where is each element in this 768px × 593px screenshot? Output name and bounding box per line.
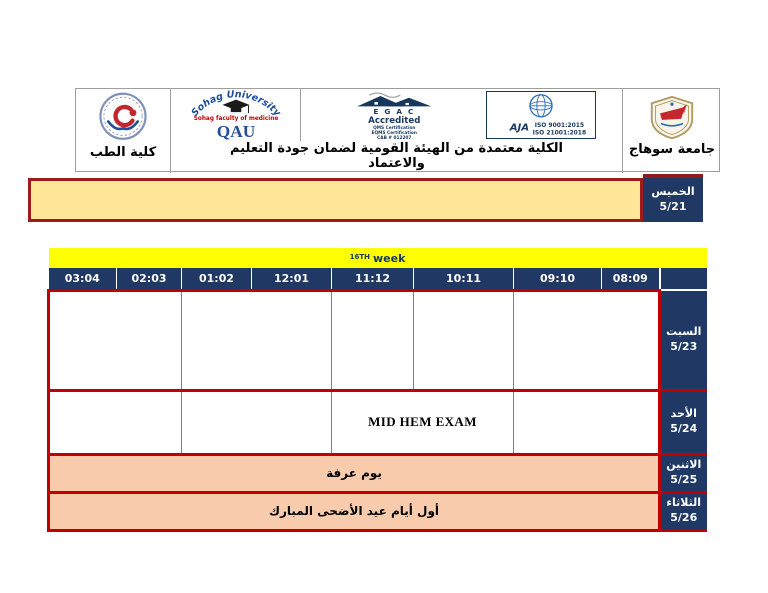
thursday-empty-cell xyxy=(28,178,643,222)
day-column-header xyxy=(660,268,707,290)
faculty-name-label: كلية الطب xyxy=(89,145,157,160)
day-date: 5/26 xyxy=(670,511,698,524)
schedule-cell xyxy=(49,390,182,454)
day-name: السبت xyxy=(666,324,702,338)
thursday-banner xyxy=(28,174,703,222)
time-col-2: 02:03 xyxy=(117,268,182,290)
week-header-row xyxy=(49,248,707,268)
aja-iso1: ISO 9001:2015 xyxy=(534,121,584,129)
day-label-monday xyxy=(660,454,707,492)
day-date: 5/25 xyxy=(670,473,698,486)
aja-iso2: ISO 21001:2018 xyxy=(532,129,586,137)
day-date: 5/21 xyxy=(659,200,687,213)
aja-iso-logo-icon xyxy=(486,91,596,139)
time-col-7: 09:10 xyxy=(514,268,602,290)
day-label-tuesday xyxy=(660,492,707,530)
time-col-5: 11:12 xyxy=(332,268,414,290)
schedule-cell xyxy=(514,290,660,390)
time-col-8: 08:09 xyxy=(602,268,660,290)
qau-subtitle: Sohag faculty of medicine xyxy=(193,115,278,122)
egac-cab-number: CAB # 012207 xyxy=(376,136,411,140)
week-ordinal: 16TH xyxy=(349,252,370,261)
university-name-label: جامعة سوهاج xyxy=(628,142,716,157)
day-label-saturday xyxy=(660,290,707,390)
day-date: 5/23 xyxy=(670,339,698,353)
qau-logo-icon xyxy=(173,89,299,141)
faculty-of-medicine-logo-icon xyxy=(97,92,149,144)
qau-acronym: QAU xyxy=(216,122,255,141)
sohag-university-emblem-icon xyxy=(648,95,696,141)
day-name: الاثنين xyxy=(666,458,702,472)
egac-accredited-text: Accredited xyxy=(367,115,420,126)
schedule-cell xyxy=(414,290,514,390)
weekly-timetable xyxy=(47,248,707,532)
egac-cert-line2: EQMS Certification xyxy=(371,130,417,136)
holiday-note-arafah: يوم عرفة xyxy=(49,454,660,492)
day-label-sunday xyxy=(660,390,707,454)
day-name: الخميس xyxy=(651,185,695,199)
schedule-cell xyxy=(514,390,660,454)
time-header-row xyxy=(49,268,707,290)
row-sunday xyxy=(49,390,707,454)
accreditation-statement xyxy=(171,141,623,173)
day-label-thursday xyxy=(643,178,703,222)
aja-name: AJA xyxy=(509,122,529,134)
schedule-cell xyxy=(182,290,332,390)
qau-logo-cell xyxy=(171,89,301,141)
mid-hem-exam-cell: MID HEM EXAM xyxy=(332,390,514,454)
row-saturday xyxy=(49,290,707,390)
faculty-logo-cell xyxy=(76,89,171,173)
accreditation-statement-line2: والاعتماد xyxy=(368,155,425,171)
egac-letters: E G A C xyxy=(372,107,415,117)
university-logo-cell xyxy=(623,89,721,173)
time-col-4: 12:01 xyxy=(252,268,332,290)
time-col-3: 01:02 xyxy=(182,268,252,290)
row-tuesday xyxy=(49,492,707,530)
time-col-6: 10:11 xyxy=(414,268,514,290)
schedule-cell xyxy=(49,290,182,390)
holiday-note-eid: أول أيام عيد الأضحى المبارك xyxy=(49,492,660,530)
day-date: 5/24 xyxy=(670,422,698,435)
egac-accredited-logo-icon xyxy=(328,90,464,140)
schedule-cell xyxy=(332,290,414,390)
qau-arc-text: Sohag University xyxy=(189,89,282,119)
day-name: الأحد xyxy=(670,407,697,421)
egac-cert-line1: QMS Certification xyxy=(372,125,415,131)
row-monday xyxy=(49,454,707,492)
week-header xyxy=(49,248,707,268)
day-name: الثلاثاء xyxy=(666,496,702,510)
accreditation-logos-cell xyxy=(301,89,623,141)
week-word: week xyxy=(372,251,406,265)
schedule-cell xyxy=(182,390,332,454)
graduation-cap-icon xyxy=(222,100,249,113)
time-col-1: 03:04 xyxy=(49,268,117,290)
accreditation-statement-line1: الكلية معتمدة من الهيئة القومية لضمان جودة التعليم xyxy=(230,141,563,156)
letterhead xyxy=(75,88,720,172)
